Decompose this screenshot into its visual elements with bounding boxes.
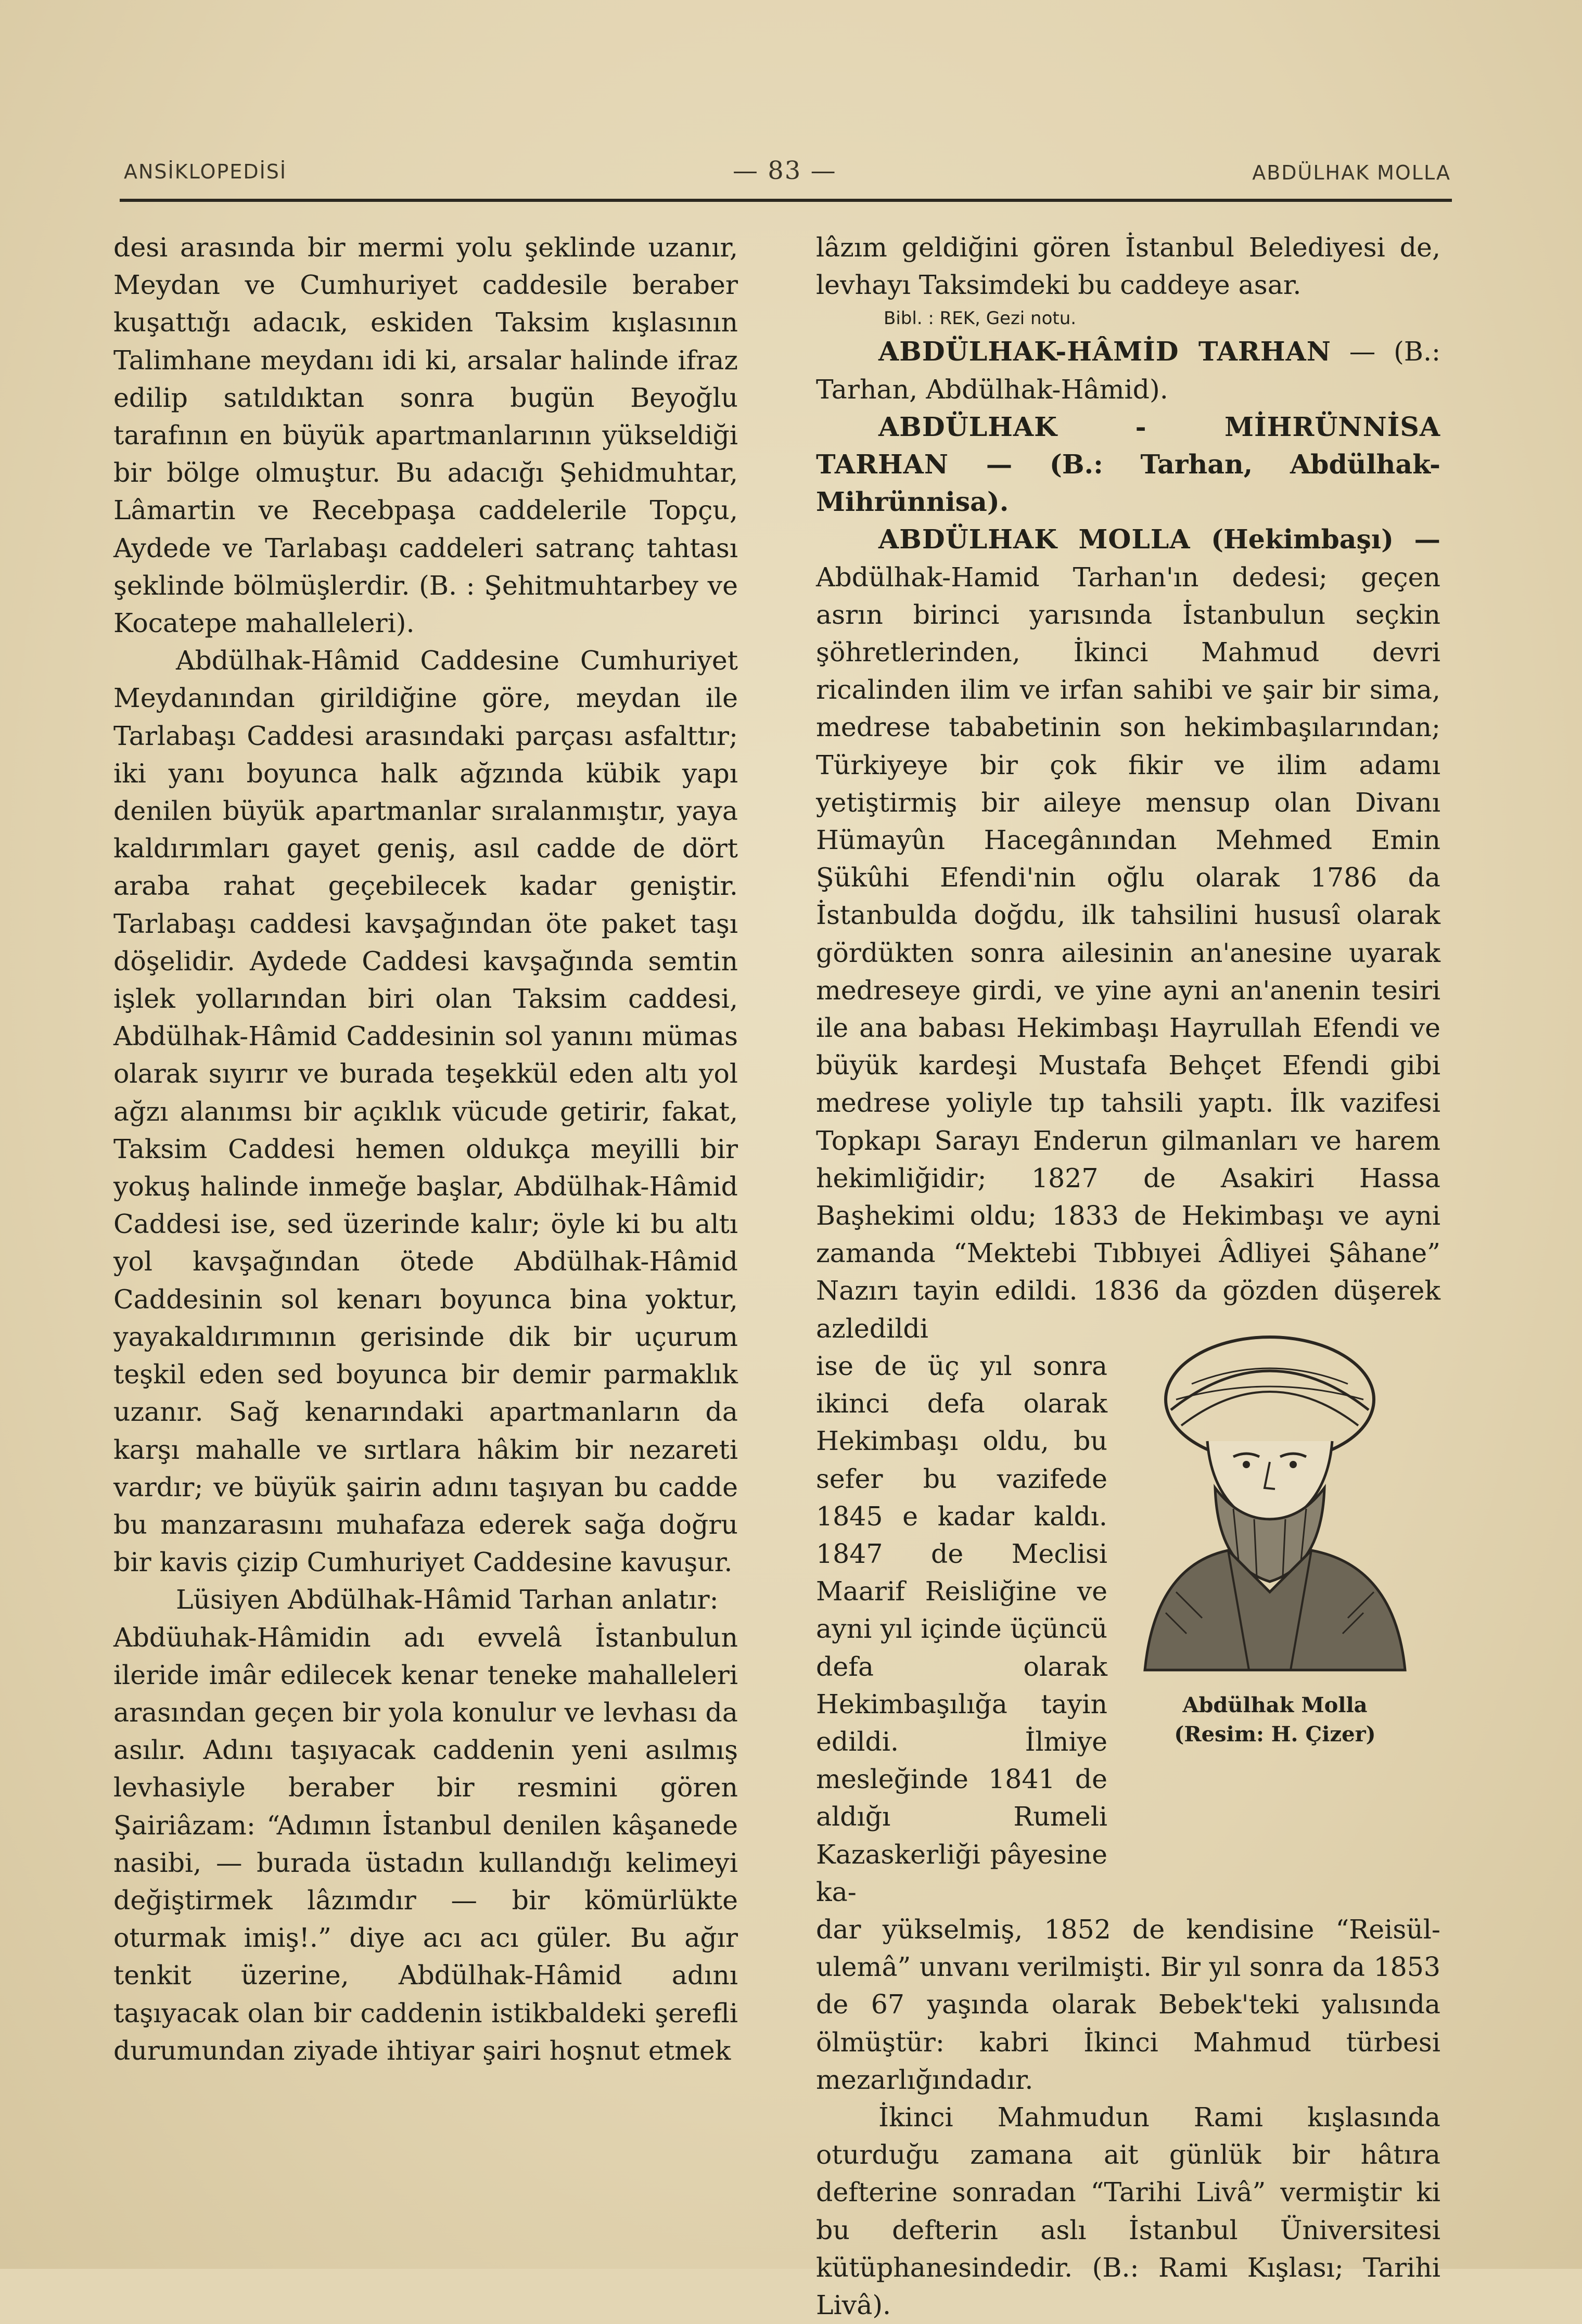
- entry-mihrunnisa: [816, 408, 1440, 521]
- paragraph: lâzım geldiğini gören İstanbul Belediyesi de, levhayı Taksimdeki bu caddeye asar.: [816, 232, 1440, 301]
- entry-text: — (B.: Tarhan, Abdülhak-Hâmid).: [816, 336, 1441, 405]
- entry-subtitle: (Hekimbaşı) —: [1190, 524, 1440, 555]
- paragraph-wrapped: ise de üç yıl sonra ikinci defa olarak Hekimbaşı oldu, bu sefer bu vazifede 1845 e kadar kaldı. 1847 de Meclisi Maarif Reisliğine ve ayni yıl içinde üçüncü defa olarak Hekimbaşılığa tayin edildi. İlmiye mesleğinde 1841 de aldığı Rumeli Kazaskerliği pâyesine ka-: [816, 1350, 1107, 1907]
- header-left: ANSİKLOPEDİSİ: [124, 160, 287, 183]
- entry-abdulhak-hamid: [816, 333, 1440, 408]
- page-number: — 83 —: [733, 156, 837, 185]
- quote-text: Abdüuhak-Hâmidin adı evvelâ İstanbulun ileride imâr edilecek kenar teneke mahalleleri arasından geçen bir yola konulur ve levhası da asılır. Adını taşıyacak caddenin yeni asılmış levhasiyle beraber bir resmini gören Şairiâzam: “Adımın İstanbul denilen kâşanede nasibi, — burada üstadın kullandığı kelimeyi değiştirmek lâzımdır — bir kömürlükte oturmak imiş!.” diye acı acı güler. Bu ağır tenkit üzerine, Abdülhak-Hâmid adını taşıyacak olan bir caddenin istikbaldeki şerefli durumundan ziyade ihtiyar şairi hoşnut etmek: [113, 1622, 738, 2066]
- entry-text: — (B.: Tarhan, Abdülhak-Mihrünnisa).: [816, 449, 1440, 518]
- bibliography: Bibl. : REK, Gezi notu.: [884, 308, 1077, 329]
- page-header: [124, 156, 1451, 187]
- figure-caption: [1129, 1691, 1421, 1749]
- header-rule: [120, 199, 1452, 202]
- entry-title: ABDÜLHAK MOLLA: [878, 524, 1191, 555]
- paragraph: Abdülhak-Hâmid Caddesine Cumhuriyet Meydanından girildiğine göre, meydan ile Tarlabaşı Caddesi arasındaki parçası asfalttır; iki yanı boyunca halk ağzında kübik yapı denilen büyük apartmanlar sıralanmıştır, yaya kaldırımları gayet geniş, asıl cadde de dört araba rahat geçebilecek kadar geniştir. Tarlabaşı caddesi kavşağından öte paket taşı döşelidir. Aydede Caddesi kavşağında semtin işlek yollarından biri olan Taksim caddesi, Abdülhak-Hâmid Caddesinin sol yanını mümas olarak sıyırır ve burada teşekkül eden altı yol ağzı alanımsı bir açıklık vücude getirir, fakat, Taksim Caddesi hemen oldukça meyilli bir yokuş halinde inmeğe başlar, Abdülhak-Hâmid Caddesi ise, sed üzerinde kalır; öyle ki bu altı yol kavşağından ötede Abdülhak-Hâmid Caddesinin sol kenarı boyunca bina yoktur, yayakaldırımının gerisinde dik bir uçurum teşkil eden sed boyunca bir demir parmaklık uzanır. Sağ kenarındaki apartmanların da karşı mahalle ve sırtlara hâkim bir nezareti vardır; ve büyük şairin adını taşıyan bu cadde bu manzarasını muhafaza ederek sağa doğru bir kavis çizip Cumhuriyet Caddesine kavuşur.: [113, 645, 738, 1578]
- caption-credit: (Resim: H. Çizer): [1174, 1722, 1376, 1747]
- entry-abdulhak-molla: [816, 521, 1440, 1347]
- caption-title: Abdülhak Molla: [1182, 1693, 1368, 1717]
- entry-title: ABDÜLHAK - MİHRÜNNİSA TARHAN: [816, 411, 1440, 480]
- paragraph: dar yükselmiş, 1852 de kendisine “Reisül-ulemâ” unvanı verilmişti. Bir yıl sonra da 1853 de 67 yaşında olarak Bebek'teki yalısında ölmüştür: kabri İkinci Mahmud türbesi mezarlığındadır.: [816, 1914, 1440, 2095]
- entry-title: ABDÜLHAK-HÂMİD TARHAN: [878, 336, 1331, 367]
- header-right: ABDÜLHAK MOLLA: [1252, 161, 1451, 184]
- right-column: [816, 229, 1440, 2324]
- paragraph: desi arasında bir mermi yolu şeklinde uzanır, Meydan ve Cumhuriyet caddesile beraber kuşattığı adacık, eskiden Taksim kışlasının Talimhane meydanı idi ki, arsalar halinde ifraz edilip satıldıktan sonra bugün Beyoğlu tarafının en büyük apartmanlarının yükseldiği bir bölge olmuştur. Bu adacığı Şehidmuhtar, Lâmartin ve Recebpaşa caddelerile Topçu, Aydede ve Tarlabaşı caddeleri satranç tahtası şeklinde bölmüşlerdir. (B. : Şehitmuhtarbey ve Kocatepe mahalleleri).: [113, 232, 738, 639]
- quote-block: [113, 1619, 738, 2070]
- entry-text: Abdülhak-Hamid Tarhan'ın dedesi; geçen asrın birinci yarısında İstanbulun seçkin şöhretlerinden, İkinci Mahmud devri ricalinden ilim ve irfan sahibi ve şair bir sima, medrese tababetinin son hekimbaşılarından; Türkiyeye bir çok fikir ve ilim adamı yetiştirmiş bir aileye mensup olan Divanı Hümayûn Hacegânından Mehmed Emin Şükûhi Efendi'nin oğlu olarak 1786 da İstanbulda doğdu, ilk tahsilini hususî olarak gördükten sonra ailesinin an'anesine uyarak medreseye girdi, ve yine ayni an'anenin tesiri ile ana babası Hekimbaşı Hayrullah Efendi ve büyük kardeşi Mustafa Behçet Efendi gibi medrese yoliyle tıp tahsili yaptı. İlk vazifesi Topkapı Sarayı Enderun gilmanları ve harem hekimliğidir; 1827 de Asakiri Hassa Başhekimi oldu; 1833 de Hekimbaşı ve ayni zamanda “Mektebi Tıbbıyei Âdliyei Şâhane” Nazırı tayin edildi. 1836 da gözden düşerek azledildi: [816, 561, 1440, 1344]
- paragraph: İkinci Mahmudun Rami kışlasında oturduğu zamana ait günlük bir hâtıra defterine sonradan “Tarihi Livâ” vermiştir ki bu defterin aslı İstanbul Üniversitesi kütüphanesindedir. (B.: Rami Kışlası; Tarihi Livâ).: [816, 2101, 1440, 2320]
- portrait-engraving-icon: [1114, 1321, 1436, 1675]
- left-column: [113, 229, 738, 2070]
- paragraph: Lüsiyen Abdülhak-Hâmid Tarhan anlatır:: [176, 1584, 719, 1615]
